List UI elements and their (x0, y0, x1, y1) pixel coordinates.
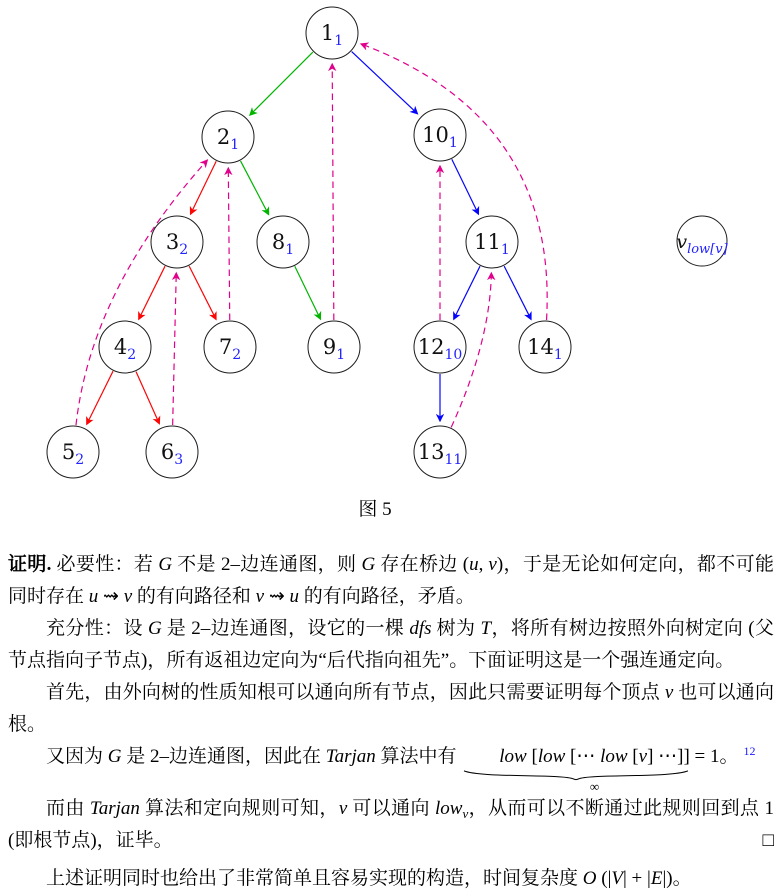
graph-node-v (676, 216, 728, 266)
tree-edge-3-4 (139, 266, 165, 319)
proof-paragraph-necessity: 证明. 必要性：若 G 不是 2–边连通图，则 G 存在桥边 (u, v)，于是无论如何定向，都不可能同时存在 u ⇝ v 的有向路径和 v ⇝ u 的有向路径，矛盾。 (8, 554, 774, 607)
underbrace-label: ∞ (589, 779, 600, 794)
graph-node-label: $v_{low[v]}$ (676, 231, 728, 257)
tree-edge-2-3 (191, 161, 217, 214)
graph-node-8 (257, 216, 309, 268)
proof-paragraph-sufficiency: 充分性：设 G 是 2–边连通图，设它的一棵 dfs 树为 T，将所有树边按照外向树定向 (父节点指向子节点)，所有返祖边定向为“后代指向祖先”。下面证明这是一个强连通定向。 (8, 618, 774, 671)
graph-node-label: $8_1$ (271, 230, 295, 258)
tree-edge-8-9 (295, 266, 321, 319)
graph-node-10 (414, 109, 466, 161)
graph-node-5 (47, 426, 99, 478)
proof-paragraph-low-formula: 又因为 G 是 2–边连通图，因此在 Tarjan 算法中有 low [low [⋯ low [v] ⋯]] ∞ = 1。 $^{12}$ (8, 741, 774, 773)
graph-node-11 (466, 216, 518, 268)
graph-node-label: $11_1$ (474, 230, 510, 258)
graph-node-4 (99, 321, 151, 373)
graph-node-label: $5_2$ (61, 440, 85, 468)
graph-node-2 (202, 111, 254, 163)
tree-edge-4-6 (136, 372, 159, 424)
graph-node-label: $3_2$ (165, 230, 189, 258)
tree-edge-4-5 (87, 371, 113, 424)
graph-node-7 (204, 321, 256, 373)
tree-edge-3-7 (189, 266, 216, 319)
graph-node-3 (151, 216, 203, 268)
tree-edge-1-2 (250, 52, 313, 115)
tree-edge-2-8 (241, 161, 269, 215)
proof-paragraph-conclusion: 而由 Tarjan 算法和定向规则可知，v 可以通向 low$_v$，从而可以不断通过此规则回到点 1 (即根节点)，证毕。 □ (8, 793, 774, 857)
back-edge-14-1 (361, 44, 547, 320)
graph-node-label: $13_{11}$ (417, 440, 463, 468)
graph-node-label: $7_2$ (218, 335, 242, 363)
underbrace-formula: low [low [⋯ low [v] ⋯]] ∞ (461, 741, 690, 773)
footnote-link[interactable]: 12 (743, 744, 756, 758)
back-edge-6-3 (173, 273, 177, 425)
graph-node-label: $4_2$ (113, 335, 137, 363)
graph-node-13 (414, 426, 466, 478)
graph-node-12 (414, 321, 466, 373)
closing-remark-paragraph: 上述证明同时也给出了非常简单且容易实现的构造，时间复杂度 O (|V| + |E|)。 (46, 868, 692, 889)
tree-edge-11-12 (454, 266, 480, 319)
graph-node-label: $1_1$ (320, 21, 344, 49)
graph-node-6 (146, 426, 198, 478)
graph-node-label: $12_{10}$ (417, 335, 463, 363)
graph-node-label: $10_1$ (422, 123, 458, 151)
graph-node-label: $6_3$ (160, 440, 184, 468)
tree-edge-10-11 (452, 159, 479, 214)
graph-node-label: $2_1$ (216, 125, 240, 153)
back-edge-9-1 (332, 64, 334, 320)
graph-node-1 (306, 7, 358, 59)
underbrace-icon (464, 770, 688, 779)
tree-edge-11-14 (504, 266, 531, 319)
graph-node-14 (519, 321, 571, 373)
figure-caption: 图 5 (358, 499, 392, 520)
tree-edge-1-10 (352, 52, 418, 114)
graph-node-label: $14_1$ (527, 335, 563, 363)
proof-paragraph-root-reach: 首先，由外向树的性质知根可以通向所有节点，因此只需要证明每个顶点 v 也可以通向根。 (8, 682, 774, 735)
graph-node-9 (308, 321, 360, 373)
qed-symbol: □ (762, 830, 774, 851)
proof-section (8, 549, 774, 893)
back-edge-7-2 (228, 168, 229, 320)
graph-node-label: $9_1$ (322, 335, 346, 363)
